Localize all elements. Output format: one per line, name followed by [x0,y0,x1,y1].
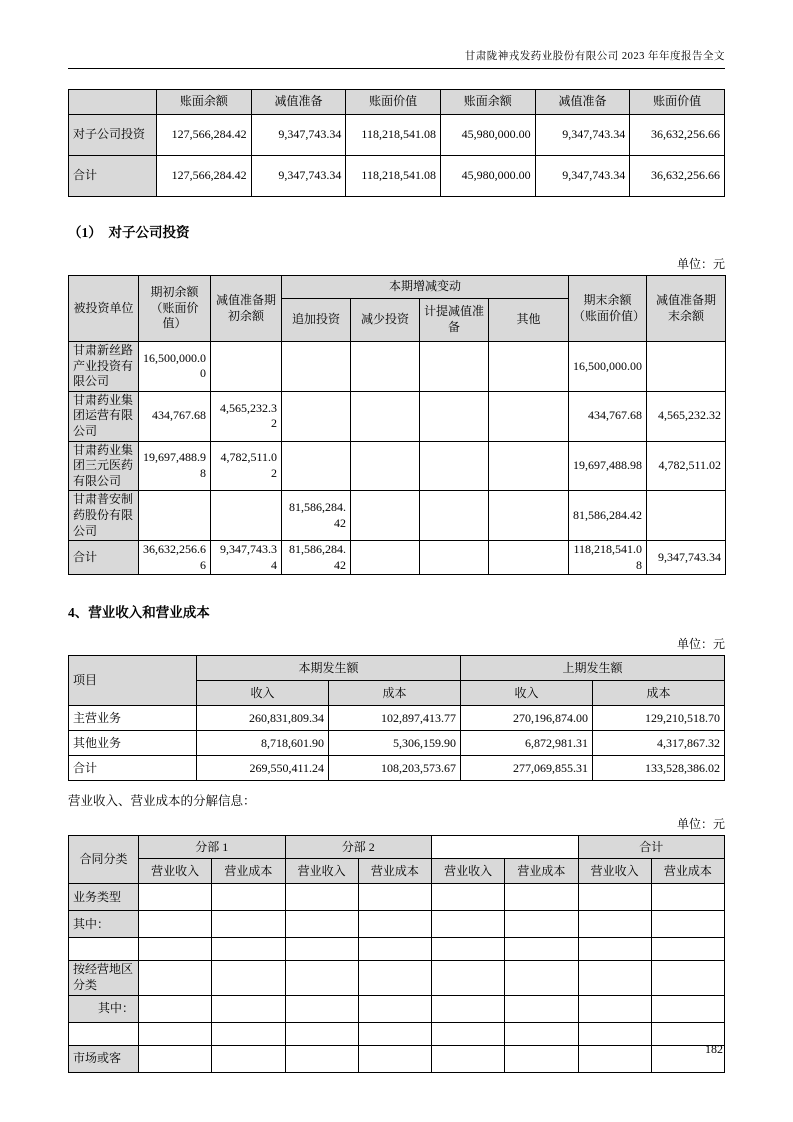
amount-cell [351,342,420,392]
empty-cell [212,911,285,938]
amount-cell: 9,347,743.34 [251,115,346,156]
amount-cell [282,441,351,491]
amount-cell: 434,767.68 [569,391,647,441]
amount-cell: 129,210,518.70 [593,706,725,731]
amount-cell: 9,347,743.34 [647,541,726,575]
empty-cell [212,884,285,911]
empty-cell [358,911,431,938]
amount-cell: 260,831,809.34 [197,706,329,731]
row-label-cell: 其他业务 [69,731,197,756]
header-revenue-total: 营业收入 [578,859,651,884]
amount-cell [139,491,211,541]
subsidiary-row [69,491,726,541]
header-book-value-2: 账面价值 [630,90,725,115]
empty-cell [285,911,358,938]
header-blank-segment [432,836,579,859]
row-label-cell: 按经营地区分类 [69,961,139,995]
summary-row-total [69,156,725,197]
header-additional-investment: 追加投资 [282,299,351,342]
empty-cell [505,911,578,938]
row-label-cell: 对子公司投资 [69,115,157,156]
amount-cell: 9,347,743.34 [535,156,630,197]
empty-cell [212,938,285,961]
header-segment-2: 分部 2 [285,836,432,859]
header-current-change-group: 本期增减变动 [282,276,569,299]
document-header [68,48,725,69]
empty-cell [505,995,578,1022]
empty-cell [139,884,212,911]
amount-cell: 4,782,511.02 [647,441,726,491]
header-invested-entity: 被投资单位 [69,276,139,342]
amount-cell [420,491,489,541]
subsidiary-investment-table [68,275,726,575]
empty-cell [139,1045,212,1072]
amount-cell [351,541,420,575]
contract-row-blank-1 [69,938,725,961]
header-reduced-investment: 减少投资 [351,299,420,342]
empty-cell [578,911,651,938]
page-number: 182 [705,1042,723,1056]
amount-cell [420,391,489,441]
row-label-cell: 其中： [69,995,139,1022]
contract-row-blank-2 [69,1022,725,1045]
header-impairment-2: 减值准备 [535,90,630,115]
empty-cell [285,1045,358,1072]
amount-cell [351,441,420,491]
header-contract-category: 合同分类 [69,836,139,884]
empty-cell [285,961,358,995]
empty-cell [505,884,578,911]
empty-cell [578,1045,651,1072]
entity-name-cell: 甘肃新丝路产业投资有限公司 [69,342,139,392]
amount-cell: 277,069,855.31 [461,756,593,781]
empty-cell [358,1022,431,1045]
empty-cell [505,1022,578,1045]
revenue-cost-table [68,655,725,781]
subsection-heading-subsidiary: （1） 对子公司投资 [68,225,190,240]
contract-header-row-1 [69,836,725,859]
amount-cell: 16,500,000.00 [139,342,211,392]
header-cost-prior: 成本 [593,681,725,706]
amount-cell [351,391,420,441]
empty-cell [139,1022,212,1045]
amount-cell: 36,632,256.66 [630,156,725,197]
row-label-cell: 其中： [69,911,139,938]
amount-cell: 19,697,488.98 [569,441,647,491]
amount-cell: 9,347,743.34 [535,115,630,156]
amount-cell: 118,218,541.08 [346,156,441,197]
empty-cell [285,884,358,911]
header-cost-1: 营业成本 [212,859,285,884]
amount-cell: 19,697,488.98 [139,441,211,491]
empty-cell [432,961,505,995]
header-segment-1: 分部 1 [139,836,286,859]
empty-cell [139,995,212,1022]
revenue-row-other [69,731,725,756]
header-book-balance-1: 账面余额 [157,90,252,115]
empty-cell [358,961,431,995]
amount-cell: 5,306,159.90 [329,731,461,756]
contract-row-region [69,961,725,995]
row-label-cell: 市场或客 [69,1045,139,1072]
row-label-cell: 合计 [69,156,157,197]
empty-cell [432,938,505,961]
header-revenue-1: 营业收入 [139,859,212,884]
header-book-balance-2: 账面余额 [440,90,535,115]
empty-cell [578,961,651,995]
amount-cell: 36,632,256.66 [630,115,725,156]
amount-cell: 102,897,413.77 [329,706,461,731]
subsidiary-row [69,441,726,491]
amount-cell [420,342,489,392]
header-other: 其他 [489,299,569,342]
empty-cell [505,961,578,995]
empty-cell [212,1045,285,1072]
amount-cell: 4,317,867.32 [593,731,725,756]
empty-cell [139,938,212,961]
section-heading-revenue: 4、营业收入和营业成本 [68,605,210,621]
empty-cell [651,884,724,911]
amount-cell: 270,196,874.00 [461,706,593,731]
header-prior-period: 上期发生额 [461,656,725,681]
empty-cell [651,911,724,938]
amount-cell: 9,347,743.34 [211,541,282,575]
impairment-summary-table [68,89,725,197]
subsidiary-row [69,342,726,392]
entity-name-cell: 甘肃药业集团三元医药有限公司 [69,441,139,491]
revenue-row-total [69,756,725,781]
report-title: 甘肃陇神戎发药业股份有限公司 2023 年年度报告全文 [464,51,725,62]
unit-label: 单位：元 [676,637,725,652]
revenue-header-row-1 [69,656,725,681]
contract-row-business-type [69,884,725,911]
amount-cell: 127,566,284.42 [157,156,252,197]
empty-cell [285,1022,358,1045]
header-opening-impairment: 减值准备期初余额 [211,276,282,342]
amount-cell [647,342,726,392]
row-label-cell: 业务类型 [69,884,139,911]
empty-cell [651,995,724,1022]
header-current-period: 本期发生额 [197,656,461,681]
subsidiary-header-row-1 [69,276,726,299]
empty-cell [139,961,212,995]
amount-cell [420,541,489,575]
empty-cell [358,995,431,1022]
amount-cell: 4,565,232.32 [647,391,726,441]
amount-cell [489,541,569,575]
amount-cell [489,441,569,491]
subsidiary-total-row [69,541,726,575]
empty-cell [505,1045,578,1072]
amount-cell [351,491,420,541]
empty-cell [578,938,651,961]
empty-cell [432,1045,505,1072]
amount-cell: 81,586,284.42 [282,491,351,541]
header-opening-balance: 期初余额（账面价值） [139,276,211,342]
amount-cell: 133,528,386.02 [593,756,725,781]
header-book-value-1: 账面价值 [346,90,441,115]
header-income-prior: 收入 [461,681,593,706]
empty-cell [432,911,505,938]
summary-row-subsidiary [69,115,725,156]
header-revenue-3: 营业收入 [432,859,505,884]
amount-cell [282,391,351,441]
contract-header-row-2 [69,859,725,884]
unit-label: 单位：元 [676,817,725,832]
header-cost-3: 营业成本 [505,859,578,884]
amount-cell [211,342,282,392]
header-cost-2: 营业成本 [358,859,431,884]
empty-cell [212,995,285,1022]
amount-cell: 269,550,411.24 [197,756,329,781]
header-impairment-provision: 计提减值准备 [420,299,489,342]
entity-name-cell: 甘肃普安制药股份有限公司 [69,491,139,541]
amount-cell: 118,218,541.08 [346,115,441,156]
row-label-cell: 合计 [69,541,139,575]
empty-cell [358,884,431,911]
contract-row-including-2 [69,995,725,1022]
empty-cell [212,1022,285,1045]
amount-cell: 45,980,000.00 [440,156,535,197]
amount-cell: 6,872,981.31 [461,731,593,756]
row-label-cell [69,938,139,961]
amount-cell: 127,566,284.42 [157,115,252,156]
amount-cell [647,491,726,541]
amount-cell [282,342,351,392]
empty-cell [651,961,724,995]
revenue-row-main [69,706,725,731]
amount-cell: 45,980,000.00 [440,115,535,156]
empty-cell [432,884,505,911]
amount-cell: 118,218,541.08 [569,541,647,575]
empty-cell [139,911,212,938]
amount-cell: 434,767.68 [139,391,211,441]
header-total-segment: 合计 [578,836,725,859]
amount-cell: 8,718,601.90 [197,731,329,756]
empty-cell [285,995,358,1022]
row-label-cell: 合计 [69,756,197,781]
empty-cell [358,938,431,961]
header-item: 项目 [69,656,197,706]
amount-cell [420,441,489,491]
amount-cell: 81,586,284.42 [282,541,351,575]
empty-cell [578,884,651,911]
entity-name-cell: 甘肃药业集团运营有限公司 [69,391,139,441]
amount-cell [489,342,569,392]
amount-cell: 36,632,256.66 [139,541,211,575]
empty-cell [432,995,505,1022]
row-label-cell: 主营业务 [69,706,197,731]
amount-cell [211,491,282,541]
row-label-cell [69,1022,139,1045]
header-cost-current: 成本 [329,681,461,706]
header-closing-impairment: 减值准备期末余额 [647,276,726,342]
contract-row-market [69,1045,725,1072]
empty-cell [651,938,724,961]
empty-cell [285,938,358,961]
empty-cell [432,1022,505,1045]
amount-cell: 9,347,743.34 [251,156,346,197]
header-income-current: 收入 [197,681,329,706]
amount-cell [489,391,569,441]
unit-label: 单位：元 [676,257,725,271]
empty-cell [578,1022,651,1045]
header-revenue-2: 营业收入 [285,859,358,884]
empty-cell [578,995,651,1022]
amount-cell: 16,500,000.00 [569,342,647,392]
empty-cell [505,938,578,961]
subsidiary-row [69,391,726,441]
empty-cell [212,961,285,995]
contract-breakdown-table [68,835,725,1072]
amount-cell: 4,782,511.02 [211,441,282,491]
header-impairment-1: 减值准备 [251,90,346,115]
empty-cell [358,1045,431,1072]
breakdown-note: 营业收入、营业成本的分解信息： [68,794,256,809]
header-blank [69,90,157,115]
amount-cell: 108,203,573.67 [329,756,461,781]
amount-cell: 81,586,284.42 [569,491,647,541]
amount-cell: 4,565,232.32 [211,391,282,441]
contract-row-including-1 [69,911,725,938]
summary-header-row [69,90,725,115]
header-closing-balance: 期末余额（账面价值） [569,276,647,342]
header-cost-total: 营业成本 [651,859,724,884]
amount-cell [489,491,569,541]
